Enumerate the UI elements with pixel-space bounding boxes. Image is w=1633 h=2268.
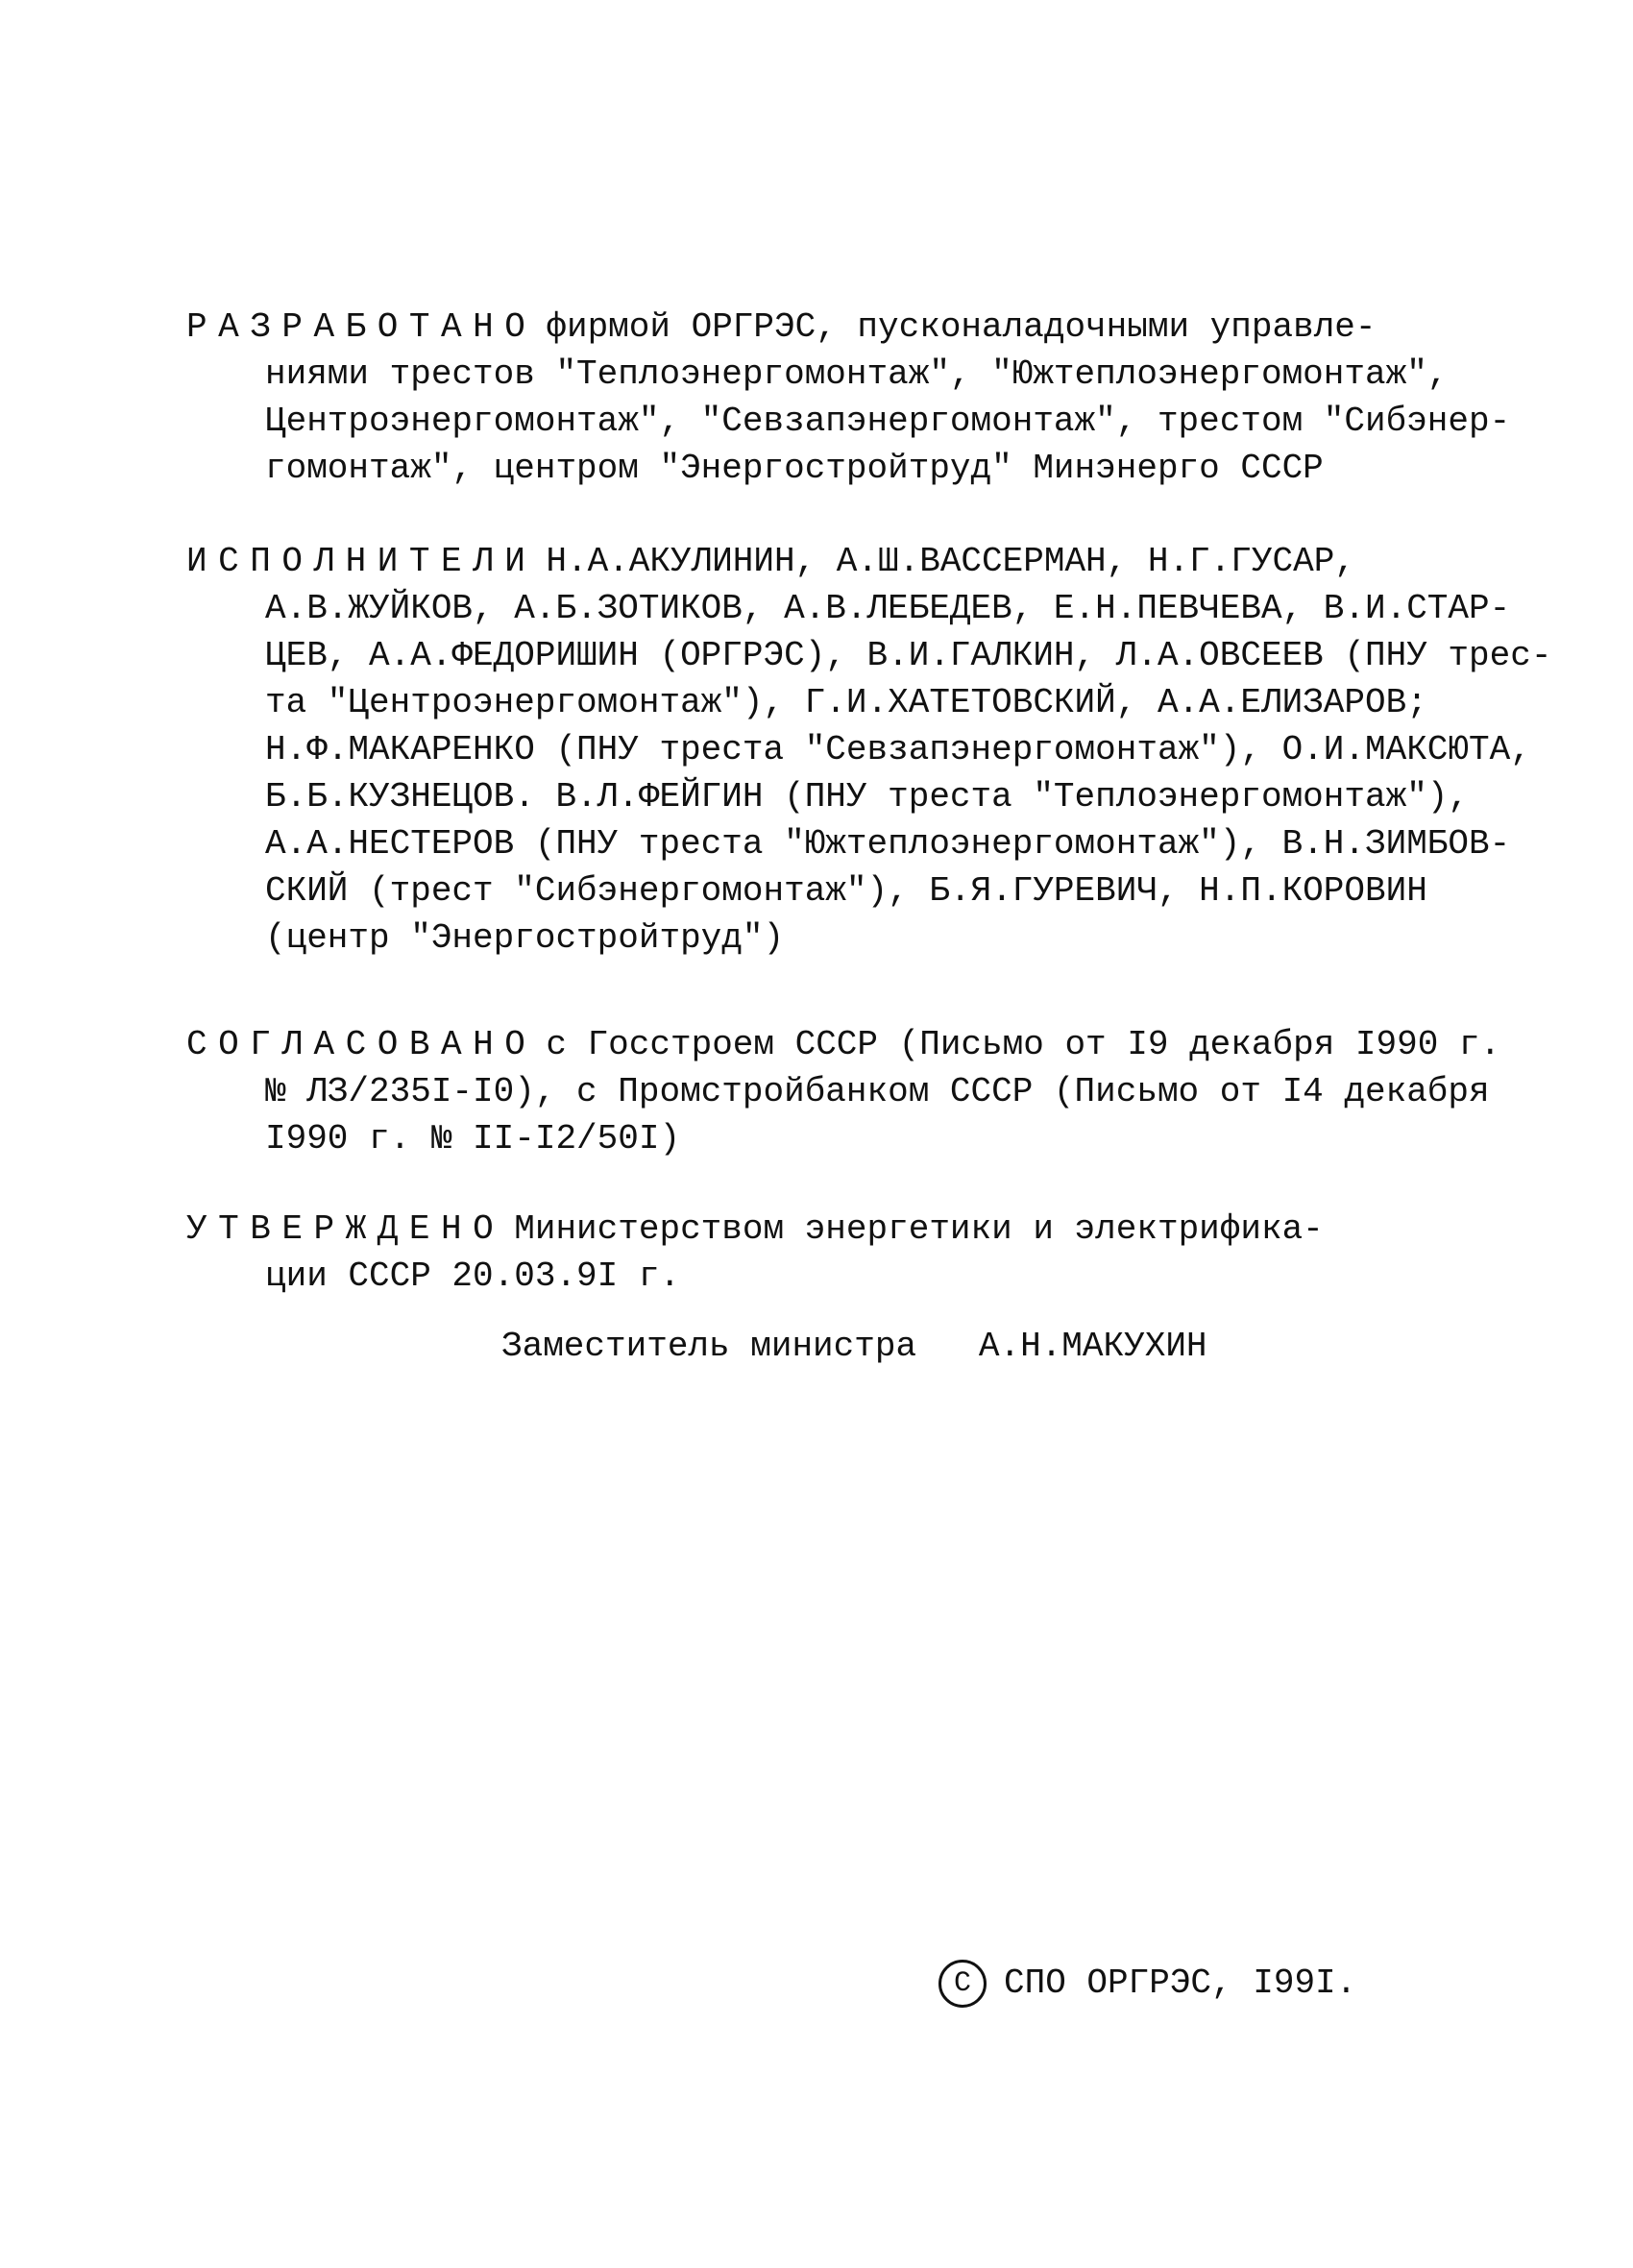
copyright-icon: C [938, 1960, 987, 2008]
performers-section [186, 538, 1608, 962]
performers-line: А.В.ЖУЙКОВ, А.Б.ЗОТИКОВ, А.В.ЛЕБЕДЕВ, Е.Н.ПЕВЧЕВА, В.И.СТАР- [265, 589, 1511, 628]
copyright [938, 1958, 1356, 2010]
approved-line: Министерством энергетики и электрифика- [514, 1209, 1324, 1249]
agreed-section [186, 1021, 1608, 1162]
performers-line: Н.А.АКУЛИНИН, А.Ш.ВАССЕРМАН, Н.Г.ГУСАР, [546, 542, 1355, 581]
approved-heading: УТВЕРЖДЕНО [186, 1209, 505, 1249]
agreed-heading: СОГЛАСОВАНО [186, 1025, 537, 1064]
developed-line: ниями трестов "Теплоэнергомонтаж", "Южтеплоэнергомонтаж", [265, 354, 1449, 394]
performers-line: Б.Б.КУЗНЕЦОВ. В.Л.ФЕЙГИН (ПНУ треста "Теплоэнергомонтаж"), [265, 777, 1470, 817]
performers-heading: ИСПОЛНИТЕЛИ [186, 542, 537, 581]
performers-line: СКИЙ (трест "Сибэнергомонтаж"), Б.Я.ГУРЕВИЧ, Н.П.КОРОВИН [265, 871, 1427, 911]
performers-line: ЦЕВ, А.А.ФЕДОРИШИН (ОРГРЭС), В.И.ГАЛКИН, Л.А.ОВСЕЕВ (ПНУ трес- [265, 636, 1552, 675]
developed-heading: РАЗРАБОТАНО [186, 307, 537, 347]
developed-line: гомонтаж", центром "Энергостройтруд" Минэнерго СССР [265, 449, 1324, 488]
developed-section [186, 304, 1608, 492]
signature-name: А.Н.МАКУХИН [978, 1327, 1207, 1366]
signature-block [501, 1323, 1207, 1370]
signature-title: Заместитель министра [501, 1327, 917, 1366]
performers-line: (центр "Энергостройтруд") [265, 918, 785, 958]
agreed-line: I990 г. № II-I2/50I) [265, 1119, 681, 1158]
agreed-line: с Госстроем СССР (Письмо от I9 декабря I990 г. [546, 1025, 1501, 1064]
approved-line: ции СССР 20.03.9I г. [265, 1256, 681, 1296]
copyright-text: СПО ОРГРЭС, I99I. [1004, 1963, 1357, 2003]
performers-line: А.А.НЕСТЕРОВ (ПНУ треста "Южтеплоэнергомонтаж"), В.Н.ЗИМБОВ- [265, 824, 1511, 864]
approved-section [186, 1206, 1608, 1300]
performers-line: Н.Ф.МАКАРЕНКО (ПНУ треста "Севзапэнергомонтаж"), О.И.МАКСЮТА, [265, 730, 1531, 769]
agreed-line: № ЛЗ/235I-I0), с Промстройбанком СССР (Письмо от I4 декабря [265, 1072, 1490, 1111]
developed-line: фирмой ОРГРЭС, пусконаладочными управле- [546, 307, 1377, 347]
performers-line: та "Центроэнергомонтаж"), Г.И.ХАТЕТОВСКИЙ, А.А.ЕЛИЗАРОВ; [265, 683, 1427, 722]
developed-line: Центроэнергомонтаж", "Севзапэнергомонтаж", трестом "Сибэнер- [265, 402, 1511, 441]
